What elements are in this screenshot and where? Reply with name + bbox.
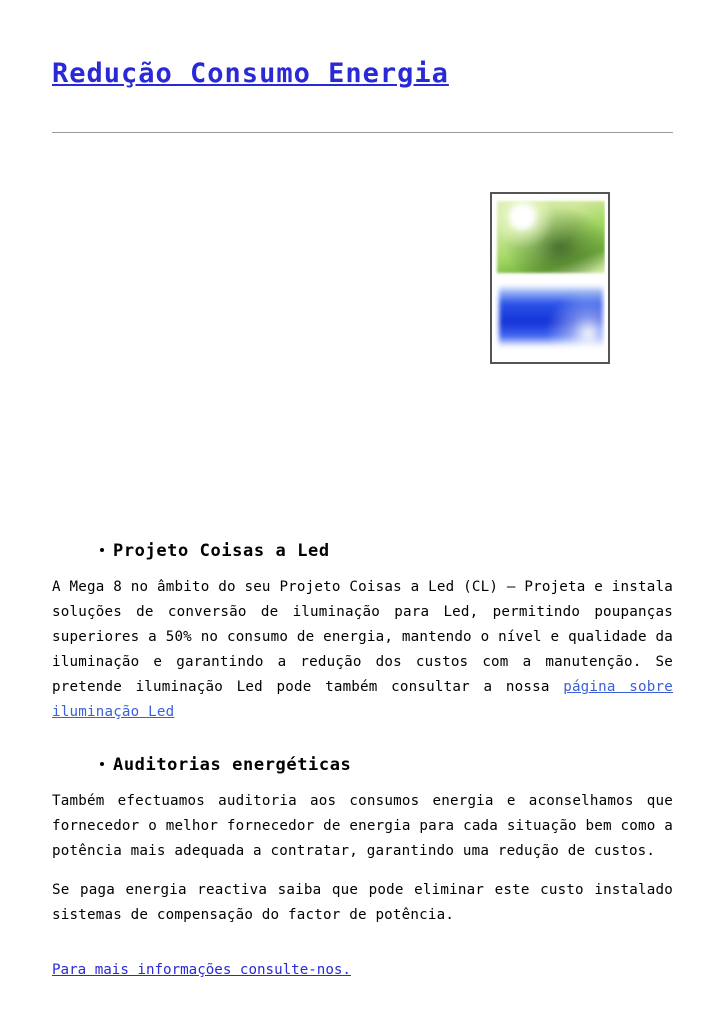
- section-auditorias-energeticas: [52, 725, 673, 983]
- horizontal-divider: [52, 132, 673, 133]
- section-heading-label: Auditorias energéticas: [113, 755, 352, 776]
- paragraph-projeto: [52, 575, 673, 725]
- section-heading-auditorias: [52, 755, 673, 775]
- photo-inner: [495, 197, 605, 359]
- bullet-dot-icon: [100, 548, 104, 552]
- link-pagina-iluminacao-led[interactable]: página sobre iluminação Led: [52, 679, 673, 721]
- paragraph-auditorias-1: Também efectuamos auditoria aos consumos energia e aconselhamos que fornecedor o melhor fornecedor de energia para cada situação bem como a potência mais adequada a contratar, garantindo uma redução de custos.: [52, 793, 673, 860]
- paragraph-auditorias-2: Se paga energia reactiva saiba que pode eliminar este custo instalado sistemas de compensação do factor de potência.: [52, 882, 673, 924]
- document-content: [52, 0, 673, 983]
- section-heading-label: Projeto Coisas a Led: [113, 541, 330, 562]
- bullet-dot-icon: [100, 762, 104, 766]
- blue-led-light-photo: [499, 285, 603, 347]
- page-title: Redução Consumo Energia: [52, 58, 449, 89]
- light-flare-icon: [509, 205, 535, 231]
- led-lamp-photo: [490, 192, 610, 364]
- paragraph-text: A Mega 8 no âmbito do seu Projeto Coisas a Led (CL) — Projeta e instala soluções de conversão de iluminação para Led, permitindo poupanças superiores a 50% no consumo de energia, mantendo o nível e qualidade da iluminação e garantindo a redução dos custos com a manutenção. Se pretende iluminação Led pode também consultar a nossa: [52, 579, 673, 696]
- link-mais-informacoes[interactable]: Para mais informações consulte-nos.: [52, 962, 351, 979]
- section-heading-projeto: [52, 541, 673, 561]
